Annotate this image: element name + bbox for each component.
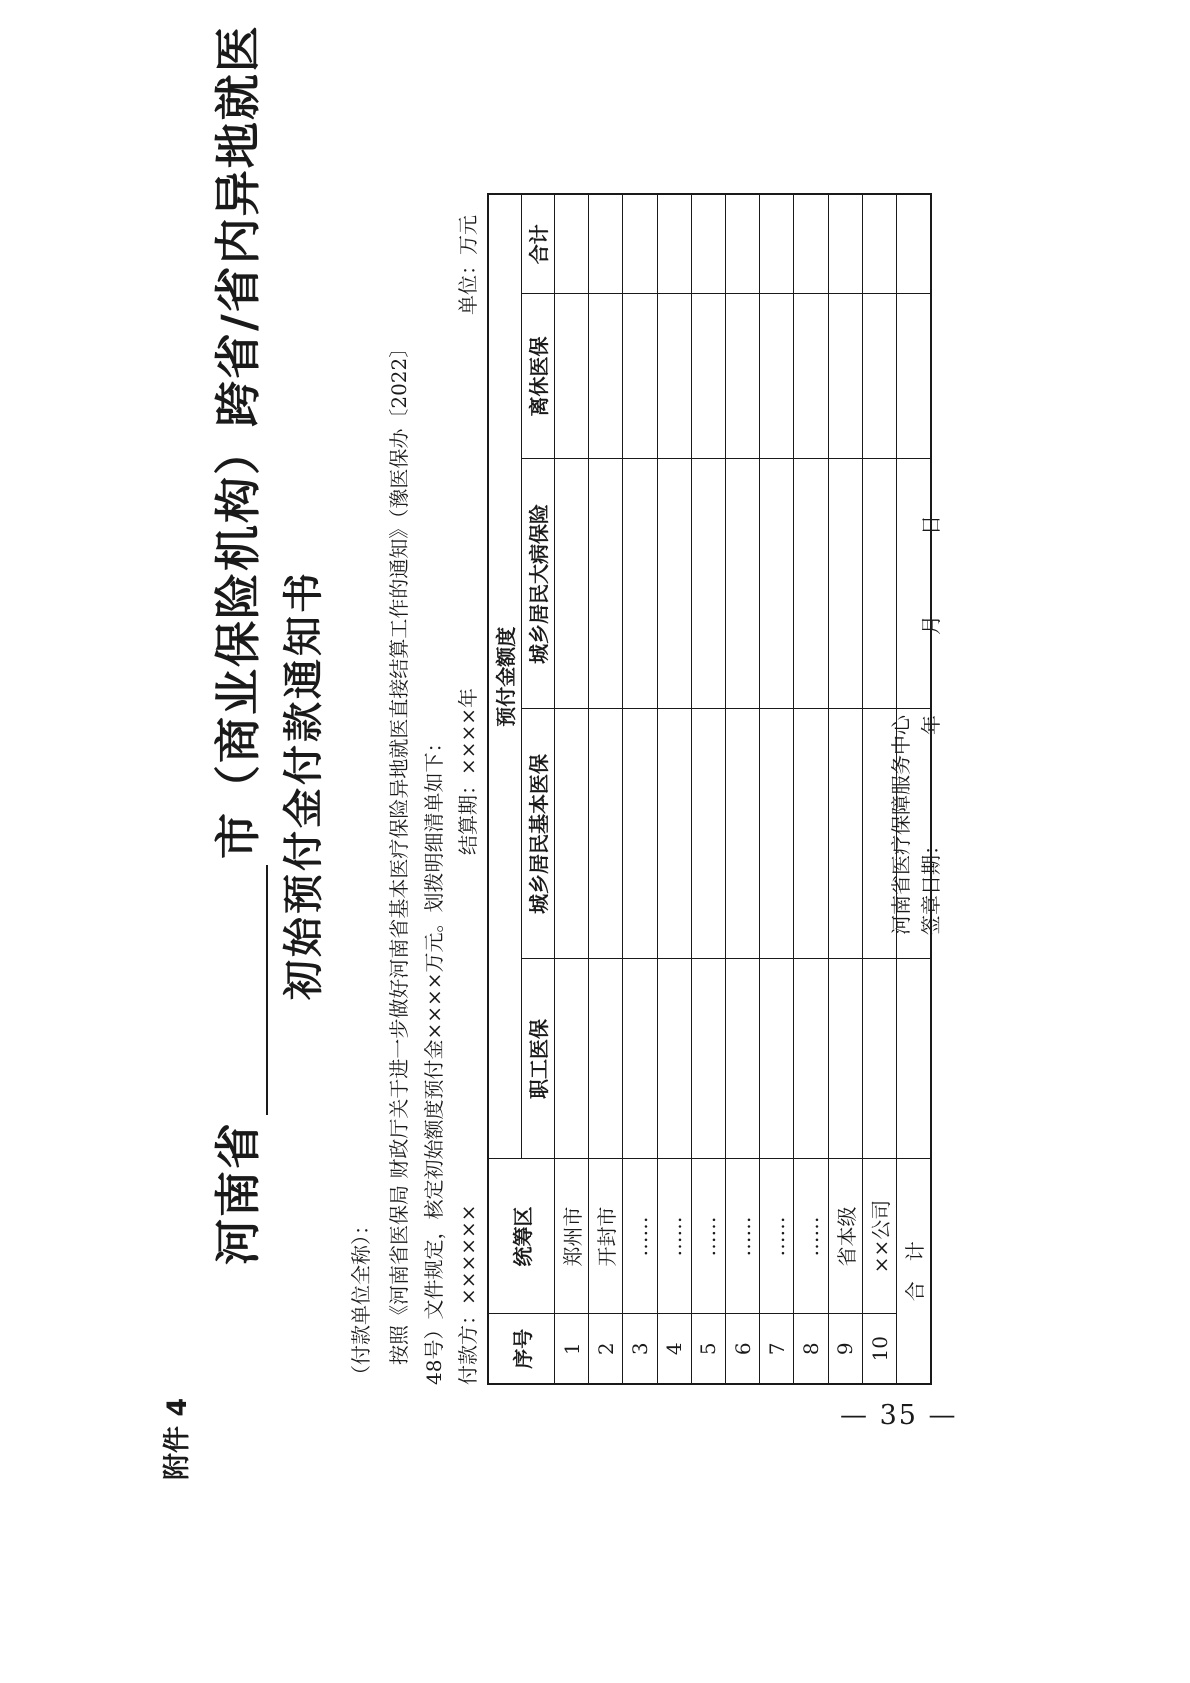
row-region: …… xyxy=(760,1159,794,1314)
sign-date-day: 日 xyxy=(919,515,943,535)
amount-cell xyxy=(554,959,588,1159)
amount-cell xyxy=(657,294,691,459)
header-total: 合计 xyxy=(521,194,554,294)
row-seq: 9 xyxy=(828,1314,862,1384)
amount-cell xyxy=(623,294,657,459)
amount-cell xyxy=(760,459,794,709)
row-region: 郑州市 xyxy=(554,1159,588,1314)
paragraph-line1: 按照《河南省医保局 财政厅关于进一步做好河南省基本医疗保险异地就医直接结算工作的通知》（豫医保办〔2022〕 xyxy=(387,337,411,1365)
amount-cell xyxy=(657,709,691,959)
amount-cell xyxy=(589,294,623,459)
total-amount-cell xyxy=(897,294,931,459)
row-seq: 3 xyxy=(623,1314,657,1384)
row-seq: 1 xyxy=(554,1314,588,1384)
row-seq: 10 xyxy=(862,1314,896,1384)
amount-cell xyxy=(828,959,862,1159)
amount-cell xyxy=(862,294,896,459)
notice-title-line1 xyxy=(202,24,268,1265)
amount-cell xyxy=(691,709,725,959)
table-row xyxy=(623,194,657,1384)
amount-cell xyxy=(726,294,760,459)
header-region: 统筹区 xyxy=(488,1159,554,1314)
row-seq: 6 xyxy=(726,1314,760,1384)
amount-cell xyxy=(726,709,760,959)
amount-cell xyxy=(554,194,588,294)
amount-cell xyxy=(657,959,691,1159)
amount-cell xyxy=(828,709,862,959)
attachment-label: 附件 4 xyxy=(162,1397,193,1480)
row-seq: 4 xyxy=(657,1314,691,1384)
amount-cell xyxy=(760,294,794,459)
stamp-organization: 河南省医疗保障服务中心 xyxy=(889,715,913,935)
header-retiree-insurance: 离休医保 xyxy=(521,294,554,459)
prepayment-table xyxy=(487,193,932,1385)
amount-cell xyxy=(828,194,862,294)
notice-title-line2: 初始预付金付款通知书 xyxy=(280,570,327,1000)
amount-cell xyxy=(760,959,794,1159)
table-row xyxy=(657,194,691,1384)
rotated-page-content xyxy=(150,0,950,1500)
table-row xyxy=(760,194,794,1384)
header-seq: 序号 xyxy=(488,1314,554,1384)
payer-line: 付款方：×××××× xyxy=(456,1204,480,1385)
payee-line: （付款单位全称）： xyxy=(349,1215,373,1385)
table-row xyxy=(794,194,828,1384)
title-middle: 市（商业保险机构）跨省/省内异地就医 xyxy=(211,24,265,859)
amount-cell xyxy=(726,459,760,709)
amount-cell xyxy=(760,709,794,959)
row-region: 省本级 xyxy=(828,1159,862,1314)
row-region: …… xyxy=(623,1159,657,1314)
row-region: …… xyxy=(691,1159,725,1314)
sign-date-label: 签章日期： xyxy=(919,835,943,935)
amount-cell xyxy=(828,294,862,459)
amount-cell xyxy=(760,194,794,294)
row-region: ××公司 xyxy=(862,1159,896,1314)
title-prefix: 河南省 xyxy=(211,1121,265,1265)
page-number: — 35 — xyxy=(840,1400,958,1431)
amount-cell xyxy=(554,459,588,709)
amount-cell xyxy=(589,959,623,1159)
amount-cell xyxy=(691,459,725,709)
amount-cell xyxy=(862,959,896,1159)
amount-cell xyxy=(589,194,623,294)
total-amount-cell xyxy=(897,194,931,294)
row-seq: 7 xyxy=(760,1314,794,1384)
total-amount-cell xyxy=(897,959,931,1159)
table-row xyxy=(726,194,760,1384)
header-employee-insurance: 职工医保 xyxy=(521,959,554,1159)
sign-date-month: 月 xyxy=(919,615,943,635)
amount-cell xyxy=(862,459,896,709)
table-row xyxy=(828,194,862,1384)
row-seq: 8 xyxy=(794,1314,828,1384)
amount-cell xyxy=(726,959,760,1159)
total-label: 合 计 xyxy=(897,1159,931,1384)
city-blank-line xyxy=(222,865,268,1115)
amount-cell xyxy=(794,709,828,959)
amount-cell xyxy=(691,959,725,1159)
amount-cell xyxy=(828,459,862,709)
amount-cell xyxy=(657,459,691,709)
amount-cell xyxy=(623,709,657,959)
unit-label: 单位：万元 xyxy=(456,215,480,315)
amount-cell xyxy=(623,194,657,294)
header-prepayment-group: 预付金额度 xyxy=(488,194,521,1159)
row-seq: 5 xyxy=(691,1314,725,1384)
table-row xyxy=(554,194,588,1384)
header-resident-basic-insurance: 城乡居民基本医保 xyxy=(521,709,554,959)
amount-cell xyxy=(862,194,896,294)
amount-cell xyxy=(794,459,828,709)
amount-cell xyxy=(589,459,623,709)
table-row xyxy=(691,194,725,1384)
sign-date-line xyxy=(915,515,944,935)
amount-cell xyxy=(794,294,828,459)
header-resident-critical-illness: 城乡居民大病保险 xyxy=(521,459,554,709)
amount-cell xyxy=(794,959,828,1159)
amount-cell xyxy=(623,959,657,1159)
amount-cell xyxy=(623,459,657,709)
amount-cell xyxy=(691,194,725,294)
amount-cell xyxy=(691,294,725,459)
amount-cell xyxy=(794,194,828,294)
amount-cell xyxy=(726,194,760,294)
amount-cell xyxy=(554,709,588,959)
amount-cell xyxy=(554,294,588,459)
row-region: …… xyxy=(726,1159,760,1314)
amount-cell xyxy=(589,709,623,959)
amount-cell xyxy=(657,194,691,294)
row-seq: 2 xyxy=(589,1314,623,1384)
settlement-period: 结算期：××××年 xyxy=(456,687,480,855)
row-region: 开封市 xyxy=(589,1159,623,1314)
table-row xyxy=(589,194,623,1384)
paragraph-line2: 48号）文件规定，核定初始额度预付金××××万元。划拨明细清单如下： xyxy=(422,732,446,1385)
row-region: …… xyxy=(657,1159,691,1314)
sign-date-year: 年 xyxy=(919,715,943,735)
row-region: …… xyxy=(794,1159,828,1314)
